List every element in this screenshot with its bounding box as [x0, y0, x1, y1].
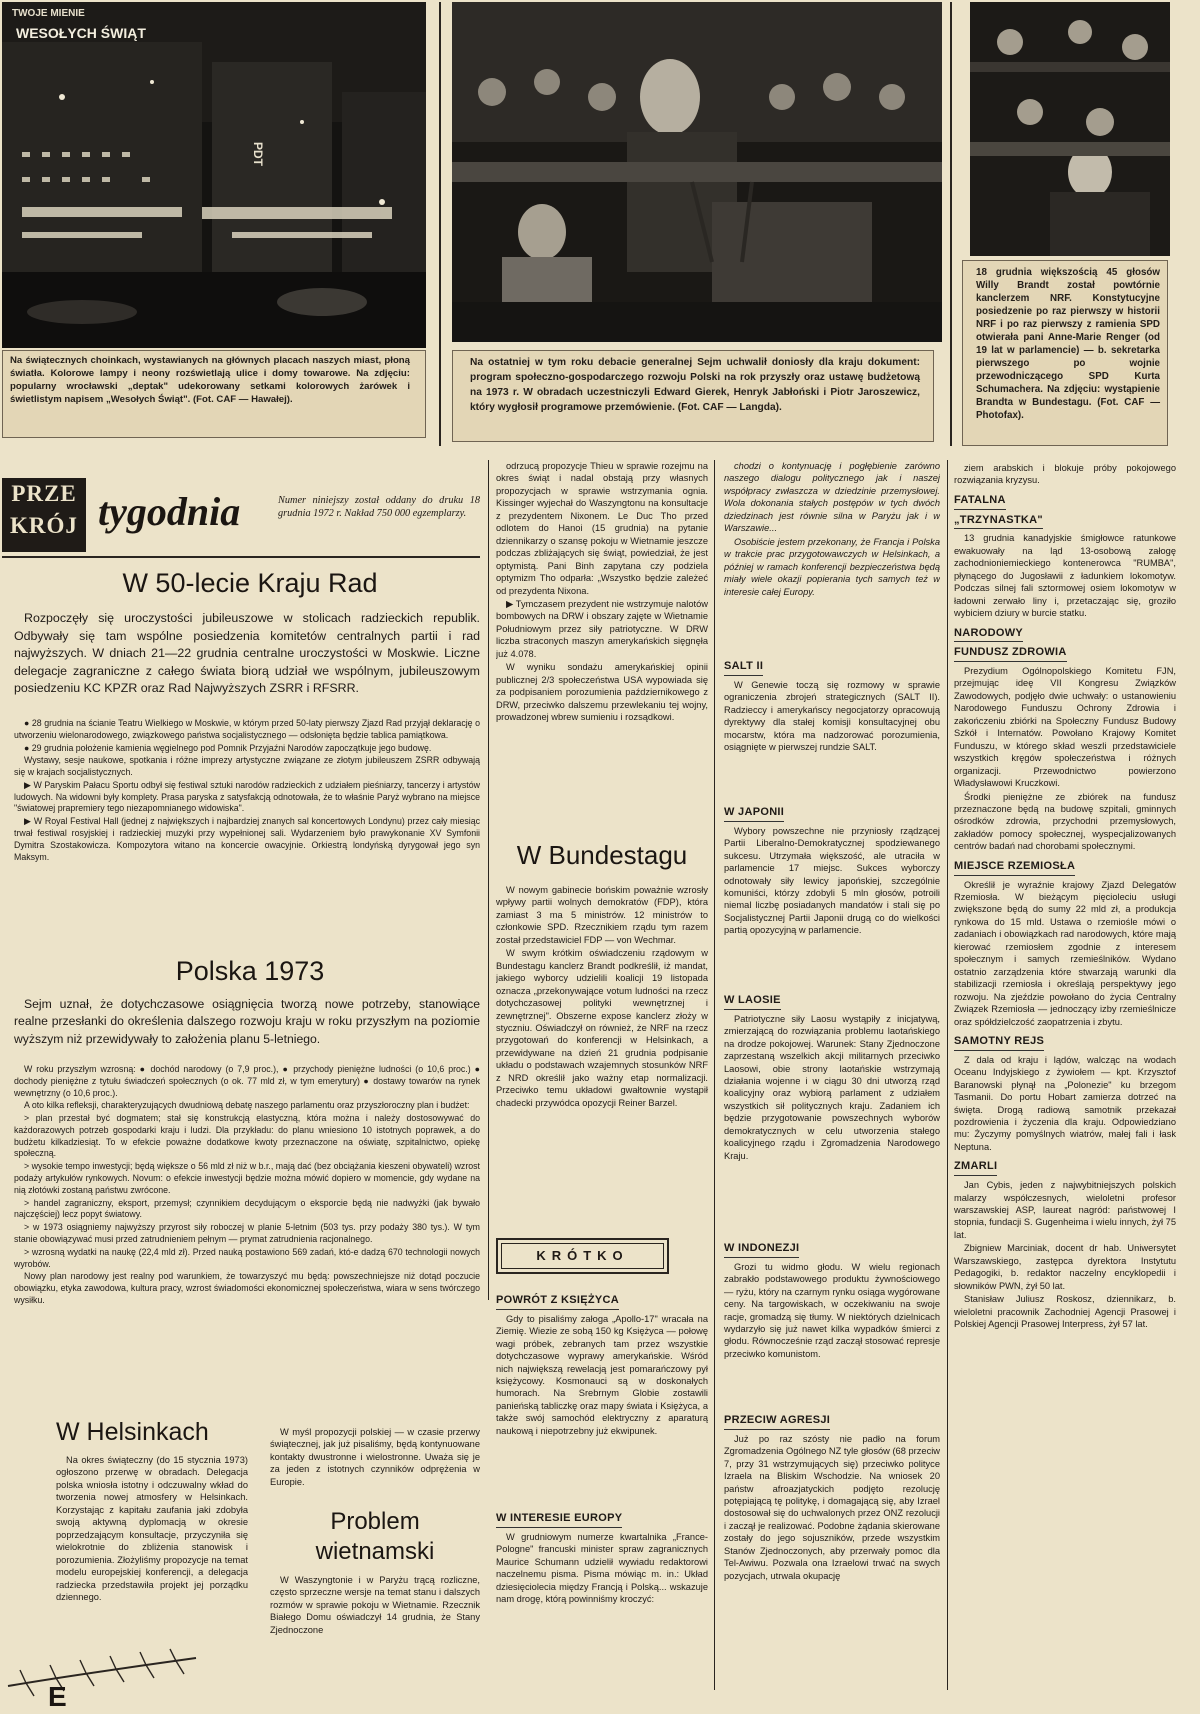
agresja-title: PRZECIW AGRESJI — [724, 1413, 830, 1430]
polska-body — [14, 1064, 480, 1432]
japonia-title: W JAPONII — [724, 805, 784, 822]
indonezja-text: Grozi tu widmo głodu. W wielu regionach zabrakło podstawowego produktu żywnościowego — ryżu, który na czarnym rynku osiąga wygórowane ceny. Na targowiskach, w oczekiwaniu na swoje racje, gromadzą się tłumy. W niektórych dzielnicach wydarzyło się już nawet kilka wypadków śmierci z głodu. Równocześnie rząd zaczął stosować represje przeciwko komunistom. — [724, 1261, 940, 1359]
europa-continued — [724, 460, 940, 652]
rule-v-col-3 — [947, 460, 948, 1690]
bundestag-body — [496, 884, 708, 1224]
logo-bottom: KRÓJ — [10, 513, 78, 538]
rule-v-top-2 — [950, 2, 952, 446]
headline-helsinki: W Helsinkach — [56, 1418, 209, 1446]
bundestag-text-a: W nowym gabinecie bońskim poważnie wzrosły wpływy partii wolnych demokratów (FDP), która zamiast 3 ma 5 ministrów. 12 ministrów to członkowie SPD. Rzecznikiem rządu tym razem został przedstawiciel FDP — von Wechmar. — [496, 885, 708, 945]
helsinki-text-a: Na okres świąteczny (do 15 stycznia 1973) ogłoszono przerwę w obradach. Delegacja polska wniosła istotny i odczuwalny wkład do tworzenia nowej atmosfery w Helsinkach. Korzystając z kapitału zaufania jaki zdobyła swoją aktywną dyplomacją w okresie poprzedzającym konsultacje, przyczyniła się wielokrotnie do zbliżenia stanowisk i porozumienia. Złożyliśmy propozycje na temat modelu europejskiej konferencji, a delegacja radziecka przedstawiła projekt jej porządku dziennego. — [56, 1455, 248, 1602]
helsinki-text-b: W myśl propozycji polskiej — w czasie przerwy świątecznej, jak już pisaliśmy, będą kontynuowane kontakty dwustronne i wielostronne. Uważa się je za jeden z istotnych czynników odprężenia w Europie. — [270, 1427, 480, 1487]
headline-rad: W 50-lecie Kraju Rad — [122, 568, 378, 598]
przekroj-logo — [2, 478, 86, 552]
polska-p8: Nowy plan narodowy jest realny pod warunkiem, że towarzyszyć mu będą: powszechniejsze niż dotąd poczucie obowiązku, etyka zawodowa, kultura pracy, wzrost świadomości ekonomicznej społeczeństwa, wiara w sens twórczego wysiłku. — [14, 1271, 480, 1305]
masthead-tygodnia: tygodnia — [98, 489, 241, 534]
rad-body — [14, 718, 480, 948]
zmarli-text-b: Zbigniew Marciniak, docent dr hab. Uniwersytet Warszawskiego, zastępca dyrektora Instytutu Pedagogiki, b. redaktor naczelny encyklopedii i słowników PWN, żył 50 lat. — [954, 1243, 1176, 1291]
zdrowie-text-a: Prezydium Ogólnopolskiego Komitetu FJN, przejmując ideę VII Kongresu Związków Zawodowych, podjęło dwie uchwały: o ustanowieniu Narodowego Funduszu Ochrony Zdrowia i zakończeniu zbiórki na Społeczny Fundusz Budowy Szkół i Internatów. Powołano Krajowy Komitet Funduszu, w którego skład weszli przedstawiciele wszystkich kręgów społeczeństwa i różnych organizacji. Przewodnictwo powierzono Władysławowi Kruczkowi. — [954, 666, 1176, 789]
europa-section — [496, 1506, 708, 1682]
headline-problem-2: wietnamski — [315, 1538, 435, 1565]
indonezja-title: W INDONEZJI — [724, 1241, 799, 1258]
wietnam-text-c: ▶ Tymczasem prezydent nie wstrzymuje nalotów bombowych na DRW i obszary zajęte w Wietnamie Południowym przez siły patriotyczne. W DRW liczba straconych maszyn amerykańskich sięgnęła już 4.078. — [496, 598, 708, 659]
agresja-continued: ziem arabskich i blokuje próby pokojowego rozwiązania kryzysu. — [954, 463, 1176, 486]
agresja-section — [724, 1408, 940, 1688]
rule-masthead — [2, 556, 480, 558]
rad-p5: ▶ W Royal Festival Hall (jednej z największych i najbardziej znanych sal koncertowych Londynu) przez cały miesiąc trwał festiwal rosyjskiej i radzieckiej muzyki przy wypełnionej sali. Wydarzeniem było prawykonanie XV Symfonii Dymitra Szostakowicza. Kompozytora witano na koncercie owacyjnie. Orkiestrą londyńską dyrygował jego syn Maksym. — [14, 816, 480, 862]
bundestag-image — [970, 2, 1170, 256]
rule-v-col-1 — [488, 460, 489, 1300]
rzemiosla-text: Określił je wyraźnie krajowy Zjazd Delegatów Rzemiosła. W bieżącym pięcioleciu usługi zwiększone będą do sumy 22 mld zł, a produkcja rynkowa do 15 mld. Ustawa o rzemiośle mówi o zadaniach i obowiązkach rad narodowych, które mają kierować rzemiosłem zgodnie z interesem społecznym i samych rzemieślników. Wydano ostatnio zarządzenia które stwarzają warunki dla stabilizacji rzemiosła i określają perspektywy jego rozwoju. Na zjeździe powołano do życia Centralny Związek Rzemiosła — jednoczący izby rzemieślnicze oraz spółdzielczość zaopatrzenia i zbytu. — [954, 879, 1176, 1027]
fatalna-text: 13 grudnia kanadyjskie śmigłowce ratunkowe ewakuowały na ląd 13-osobową załogę zachodnioniemieckiego kontenerowca "RUMBA", płynącego do Jugosławii z ładunkiem lokomotyw. Podczas silnej fali sztormowej osiem lokomotyw w ładowni zerwało liny i, przetaczając się, groziło wybiciem dziury w burcie statku. — [954, 533, 1176, 619]
caption-middle: Na ostatniej w tym roku debacie generalnej Sejm uchwalił doniosły dla kraju dokument: program społeczno-gospodarczego rozwoju Polski na rok przyszły oraz ustawę budżetową na 1973 r. W obradach uczestniczyli Edward Gierek, Henryk Jabłoński i Piotr Jaroszewicz, który wygłosił programowe przemówienie. (Fot. CAF — Langda). — [470, 357, 920, 414]
rule-v-col-2 — [714, 460, 715, 1690]
polska-p3: > plan przestał być dogmatem; stał się konstrukcją elastyczną, która można i należy dostosowywać do każdorazowych potrzeb gospodarki kraju i ludzi. Dla przykładu: do planu wniesiono 10 istotnych poprawek, a do budżetu kilkadziesiąt. To w efekcie poważne dodatkowe kwoty przeznaczone na oświatę, szpitalnictwo, opiekę społeczną. — [14, 1113, 480, 1159]
rzemiosla-title: MIEJSCE RZEMIOSŁA — [954, 859, 1075, 876]
helsinki-col-a — [56, 1454, 248, 1660]
page-letter: E — [48, 1681, 67, 1712]
wietnam-text-d: W wyniku sondażu amerykańskiej opinii publicznej 2/3 społeczeństwa USA wypowiada się za podpisaniem porozumienia październikowego z DRW, przeciwko dalszemu przewlekaniu tej wojny, prowadzonej wbrew sumieniu i rozsądkowi. — [496, 662, 708, 723]
zdrowie-subtitle: FUNDUSZ ZDROWIA — [954, 645, 1067, 662]
polska-p2: A oto kilka refleksji, charakteryzujących dwudniową debatę naszego parlamentu oraz przyszłoroczny plan i budżet: — [24, 1100, 470, 1111]
europa-title: W INTERESIE EUROPY — [496, 1511, 622, 1528]
rad-p3: Wystawy, sesje naukowe, spotkania i różne imprezy artystyczne związane ze złotym jubileuszem ZSRR odbywają się w krajach socjalistycznych. — [14, 755, 480, 778]
polska-p7: > wzrosną wydatki na naukę (22,4 mld zł). Przed nauką postawiono 569 zadań, któ-e dadzą 670 technologii nowych wyrobów. — [14, 1246, 480, 1269]
headline-problem-1: Problem — [330, 1508, 420, 1535]
laos-section — [724, 988, 940, 1238]
salt-section — [724, 654, 940, 804]
photo-bundestag — [970, 2, 1170, 256]
salt-text: W Genewie toczą się rozmowy w sprawie ograniczenia zbrojeń strategicznych (SALT II). Radzieccy i amerykańscy negocjatorzy opracowują dyrektywy dla stałej komisji konsultacyjnej obu mocarstw, która ma nadzorować porozumienia, osiągnięte w pierwszej rundzie SALT. — [724, 679, 940, 752]
wietnam-col-b — [496, 460, 708, 830]
polska-p6: > w 1973 osiągniemy najwyższy przyrost siły roboczej w planie 5-letnim (503 tys. przy podaży 380 tys.). W tym stanie obowiązywać musi przed zatrudnieniem pełnym — prymat zatrudnienia racjonalnego. — [14, 1222, 480, 1244]
sign-twoje-mienie: TWOJE MIENIE — [12, 8, 85, 19]
rule-v-top-1 — [439, 2, 441, 446]
rejs-title: SAMOTNY REJS — [954, 1034, 1044, 1051]
ksiezyc-title: POWRÓT Z KSIĘŻYCA — [496, 1293, 619, 1310]
caption-left: Na świątecznych choinkach, wystawianych na głównych placach naszych miast, płoną światła. Kolorowe lampy i neony rozświetlają ulice i domy towarowe. Na zdjęciu: popularny wrocławski „deptak" udekorowany setkami kolorowych żarówek i świetlistym napisem „Wesołych Świąt". (Fot. CAF — Hawałej). — [10, 355, 410, 406]
sign-pdt: PDT — [251, 142, 265, 166]
zmarli-text-a: Jan Cybis, jeden z najwybitniejszych polskich malarzy współczesnych, wieloletni profesor warszawskiej ASP, laureat nagród: państwowej I stopnia, fundacji S. Gugenheima i wielu innych, żył 75 lat. — [954, 1180, 1176, 1240]
polska-lead-text: Sejm uznał, że dotychczasowe osiągnięcia tworzą nowe potrzeby, stanowiące realne przesłanki do określenia dalszego rozwoju kraju w roku przyszłym na poziomie wyższym niż przewidywały to założenia planu 5-letniego. — [14, 997, 480, 1046]
wietnam-col-a — [270, 1574, 480, 1674]
helsinki-col-b — [270, 1426, 480, 1506]
laos-title: W LAOSIE — [724, 993, 781, 1010]
rad-p2: ● 29 grudnia położenie kamienia węgielnego pod Pomnik Przyjaźni Narodów zapoczątkuje jego budowę. — [24, 742, 432, 753]
photo-night-street — [2, 2, 426, 348]
krotko-box: KRÓTKO — [496, 1238, 669, 1274]
indonezja-section — [724, 1236, 940, 1410]
ksiezyc-text: Gdy to pisaliśmy załoga „Apollo-17" wracała na Ziemię. Wiezie ze sobą 150 kg Księżyca — połowę wagi próbek, zebranych tam przez wszystkie dotychczasowe wyprawy amerykańskie. Wśród nich największą rewelacją jest pomarańczowy pył księżycowy. Kosmonauci są w doskonałych humorach. Na Srebrnym Globie zostawili panieńską tabliczkę oraz mapy świata i Księżyca, a także swój samochód elektryczny z aparaturą naukową i niepotrzebny już ekwipunek. — [496, 1313, 708, 1436]
rejs-text: Z dala od kraju i lądów, walcząc na wodach Oceanu Indyjskiego z żywiołem — kpt. Krzysztof Baranowski płynął na „Polonezie" ku brzegom Tasmanii. Do portu Hobart zamierza dotrzeć na święta. Drogą radiową samotnik przekazał pozdrowienia i życzenia dla kraju. Odpowiedziano mu: Życzymy pomyślnych wiatrów, małej fali i łask Neptuna. — [954, 1054, 1176, 1152]
sejm-debate-image — [452, 2, 942, 342]
agresja-text: Już po raz szósty nie padło na forum Zgromadzenia Ogólnego NZ tyle głosów (68 przeciw 7, przy 31 wstrzymujących się) przeciwko polityce Izraela na Bliskim Wschodzie. Na wniosek 20 państw afroazjatyckich podjęto rezolucję potępiającą tę politykę, i domagającą się, aby Izrael dostosował się do uchwalonych przez ONZ rezolucji i zaczął je realizować. Podobne żądania skierowane zostały do jego sojuszników, przede wszystkim Stanów Zjednoczonych, aby przerwały pomoc dla Tel-Awiwu. Pozwala ona Izraelowi trwać na swych pozycjach, utrwala okupację — [724, 1433, 940, 1581]
europa-text-c: Osobiście jestem przekonany, że Francja i Polska w trakcie prac przygotowawczych w Helsinkach, a później w ramach konferencji bezpieczeństwa będą miały wiele okazji popierania tych samych też w interesie całej Europy. — [724, 536, 940, 597]
imprint: Numer niniejszy został oddany do druku 18 grudnia 1972 r. Nakład 750 000 egzemplarzy. — [278, 495, 480, 520]
rad-lead-text: Rozpoczęły się uroczystości jubileuszowe w stolicach radzieckich republik. Odbywały się tam wspólne posiedzenia komitetów centralnych partii i rad najwyższych. W dniach 21—22 grudnia centralne uroczystości w Moskwie. Liczne delegacje zagraniczne z całego świata biorą udział we wspólnym, jubileuszowym posiedzeniu KC KPZR oraz Rad Najwyższych ZSRR i RFSRR. — [14, 611, 480, 696]
wietnam-text-b: odrzucą propozycje Thieu w sprawie rozejmu na okres świąt i nadal obstają przy własnych propozycjach w sprawie wstrzymania ognia. Kissinger wyjechał do Waszyngtonu na konsultacje z prezydentem Nixonem. Le Duc Tho przed odlotem do Hanoi (15 grudnia) na pytanie dziennikarzy o szansę pokoju w Wietnamie jeszcze podczas zbliżających się świąt, powiedział, że jest optymistą. Pani Binh zapytana czy podziela optymizm Tho odparła: „Wszystko będzie zależeć od prezydenta Nixona. — [496, 461, 708, 596]
europa-text-a: W grudniowym numerze kwartalnika „France-Pologne" francuski minister spraw zagranicznych Maurice Schumann udzielił wywiadu redaktorowi naczelnemu pisma. Pisma mówiąc m. in.: Układ dziesięciolecia między Francją i Polską... wskazuje nam drogę, którą powinniśmy kroczyć: — [496, 1531, 708, 1604]
polska-p5: > handel zagraniczny, eksport, przemysł; czynnikiem decydującym o eksporcie będą nie nadwyżki (jak bywało najczęściej) lecz popyt światowy. — [14, 1197, 480, 1220]
zdrowie-title: NARODOWY — [954, 626, 1023, 643]
japonia-text: Wybory powszechne nie przyniosły rządzącej Partii Liberalno-Demokratycznej spodziewanego sukcesu. Utrzymała większość, ale utraciła w parlamencie 17 miejsc. Sukces wyborczy odnotowały siły lewicy japońskiej, szczególnie komuniści, którzy zdobyli 5 mln głosów, potroili niemal liczbę posiadanych mandatów i stali się po Socjalistycznej Partii Japonii drugą co do wielkości partią opozycyjną w parlamencie. — [724, 825, 940, 936]
rad-p4: ▶ W Paryskim Pałacu Sportu odbył się festiwal sztuki narodów radzieckich z udziałem pieśniarzy, tancerzy i artystów ludowych. Na widowni były komplety. Prasa paryska z satysfakcją odnotowała, że to właśnie Paryż wybrano na miejsce "światowej prapremiery tego niezapomnianego widowiska". — [14, 779, 480, 814]
zmarli-title: ZMARLI — [954, 1159, 997, 1176]
salt-title: SALT II — [724, 659, 763, 676]
polska-p1: W roku przyszłym wzrosną: ● dochód narodowy (o 7,9 proc.), ● przychody pieniężne ludności (o 10,6 proc.) ● dochody pieniężne z tytułu świadczeń społecznych (o ok. 77 mld zł, w tym emerytury) ● dostawy towarów na rynek wewnętrzny (o 10,6 proc.). — [14, 1064, 480, 1098]
night-street-image — [2, 2, 426, 348]
headline-bundestag: W Bundestagu — [516, 840, 688, 870]
bundestag-text-b: W swym krótkim oświadczeniu rządowym w Bundestagu kanclerz Brandt podkreślił, iż mandat, jakiego wyborcy udzielili koalicji 19 listopada oznacza „przekonywające votum ludności na rzecz dotychczasowej polityki wewnętrznej i zewnętrznej". Obszerne expose kanclerz złoży w styczniu. Oświadczył on również, że NRF na rzecz przygotowań do konferencji w Helsinkach, a przewidywane na dzień 21 grudnia podpisanie układu o podstawach wzajemnych stosunków NRF z NRD określił jako ważny etap normalizacji. Przeciwko temu układowi gwałtownie wystąpił chadecki przywódca opozycji Reiner Barzel. — [496, 948, 708, 1108]
right-column — [954, 462, 1176, 1688]
fatalna-title: FATALNA — [954, 493, 1006, 510]
laos-text: Patriotyczne siły Laosu wystąpiły z inicjatywą, zmierzającą do rozwiązania problemu laotańskiego na drodze pokojowej. Warunek: Stany Zjednoczone zaprzestaną wszelkich akcji militarnych przeciwko Laosowi, obie strony laotańskie wstrzymają działania wojenne i w ciągu 30 dni utworzą rząd koalicyjny oraz wybiorą parlament z udziałem wszystkich sił politycznych kraju. Zadaniem ich będzie przygotowanie powszechnych wyborów demokratycznych w celu utworzenia stałego koalicyjnego rządu i Zgromadzenia Narodowego Kraju. — [724, 1013, 940, 1161]
zmarli-text-c: Stanisław Juliusz Roskosz, dziennikarz, b. wieloletni pracownik Zachodniej Agencji Prasowej i Polskiej Agencji Prasowej Interpress, żył 57 lat. — [954, 1294, 1176, 1330]
headline-polska: Polska 1973 — [175, 956, 325, 986]
sign-wesolych-swiat: WESOŁYCH ŚWIĄT — [16, 25, 146, 41]
polska-p4: > wysokie tempo inwestycji; będą większe o 56 mld zł niż w b.r., mają dać (bez obciążania kieszeni obywateli) wzrost podaży artykułów rynkowych. Novum: o efekcie inwestycji będzie można mówić dopiero w momencie, gdy wydane na nią złotówki zostaną państwu zwrócone. — [14, 1161, 480, 1195]
fatalna-subtitle: „TRZYNASTKA" — [954, 513, 1043, 530]
europa-text-b: chodzi o kontynuację i pogłębienie zarówno naszego dialogu politycznego jak i naszej współpracy zwłaszcza w dziedzinie przemysłowej. Wola dokonania stałych postępów w tych dwóch dziedzinach jest równie silna w Paryżu jak i w Warszawie... — [724, 461, 940, 534]
polska-lead — [14, 996, 480, 1049]
rad-p1: ● 28 grudnia na ścianie Teatru Wielkiego w Moskwie, w którym przed 50-laty pierwszy Zjazd Rad przyjął deklarację o utworzeniu wielonarodowego, związkowego państwa socjalistycznego — odsłonięta będzie tablica pamiątkowa. — [14, 718, 480, 740]
wietnam-text-a: W Waszyngtonie i w Paryżu trącą rozliczne, często sprzeczne wersje na temat stanu i dalszych rozmów w sprawie pokoju w Wietnamie. Rzecznik Białego Domu oświadczył 14 grudnia, że Stany Zjednoczone — [270, 1575, 480, 1635]
ksiezyc-section — [496, 1288, 708, 1508]
fir-branch-ornament — [6, 1646, 206, 1706]
caption-right: 18 grudnia większością 45 głosów Willy Brandt został powtórnie kanclerzem NRF. Konstytucyjne posiedzenie po raz pierwszy w historii NRF i po raz pierwszy z ramienia SPD otwierała pani Anne-Marie Renger (od 19 lat w parlamencie) — b. sekretarka pierwszego po wojnie przewodniczącego SPD Kurta Schumachera. Na zdjęciu: wystąpienie Brandta w Bundestagu. (Fot. CAF — Photofax). — [976, 267, 1160, 422]
logo-top: PRZE — [11, 481, 77, 506]
japonia-section — [724, 800, 940, 992]
zdrowie-text-b: Środki pieniężne ze zbiórek na fundusz przeznaczone będą na budowę szpitali, gminnych ośrodków zdrowia, przychodni przemysłowych, zakładów pomocy społecznej, wyspecjalizowanych centrów badań nad chorobami społecznymi. — [954, 791, 1176, 852]
photo-sejm-debate — [452, 2, 942, 342]
rad-lead — [14, 610, 480, 699]
